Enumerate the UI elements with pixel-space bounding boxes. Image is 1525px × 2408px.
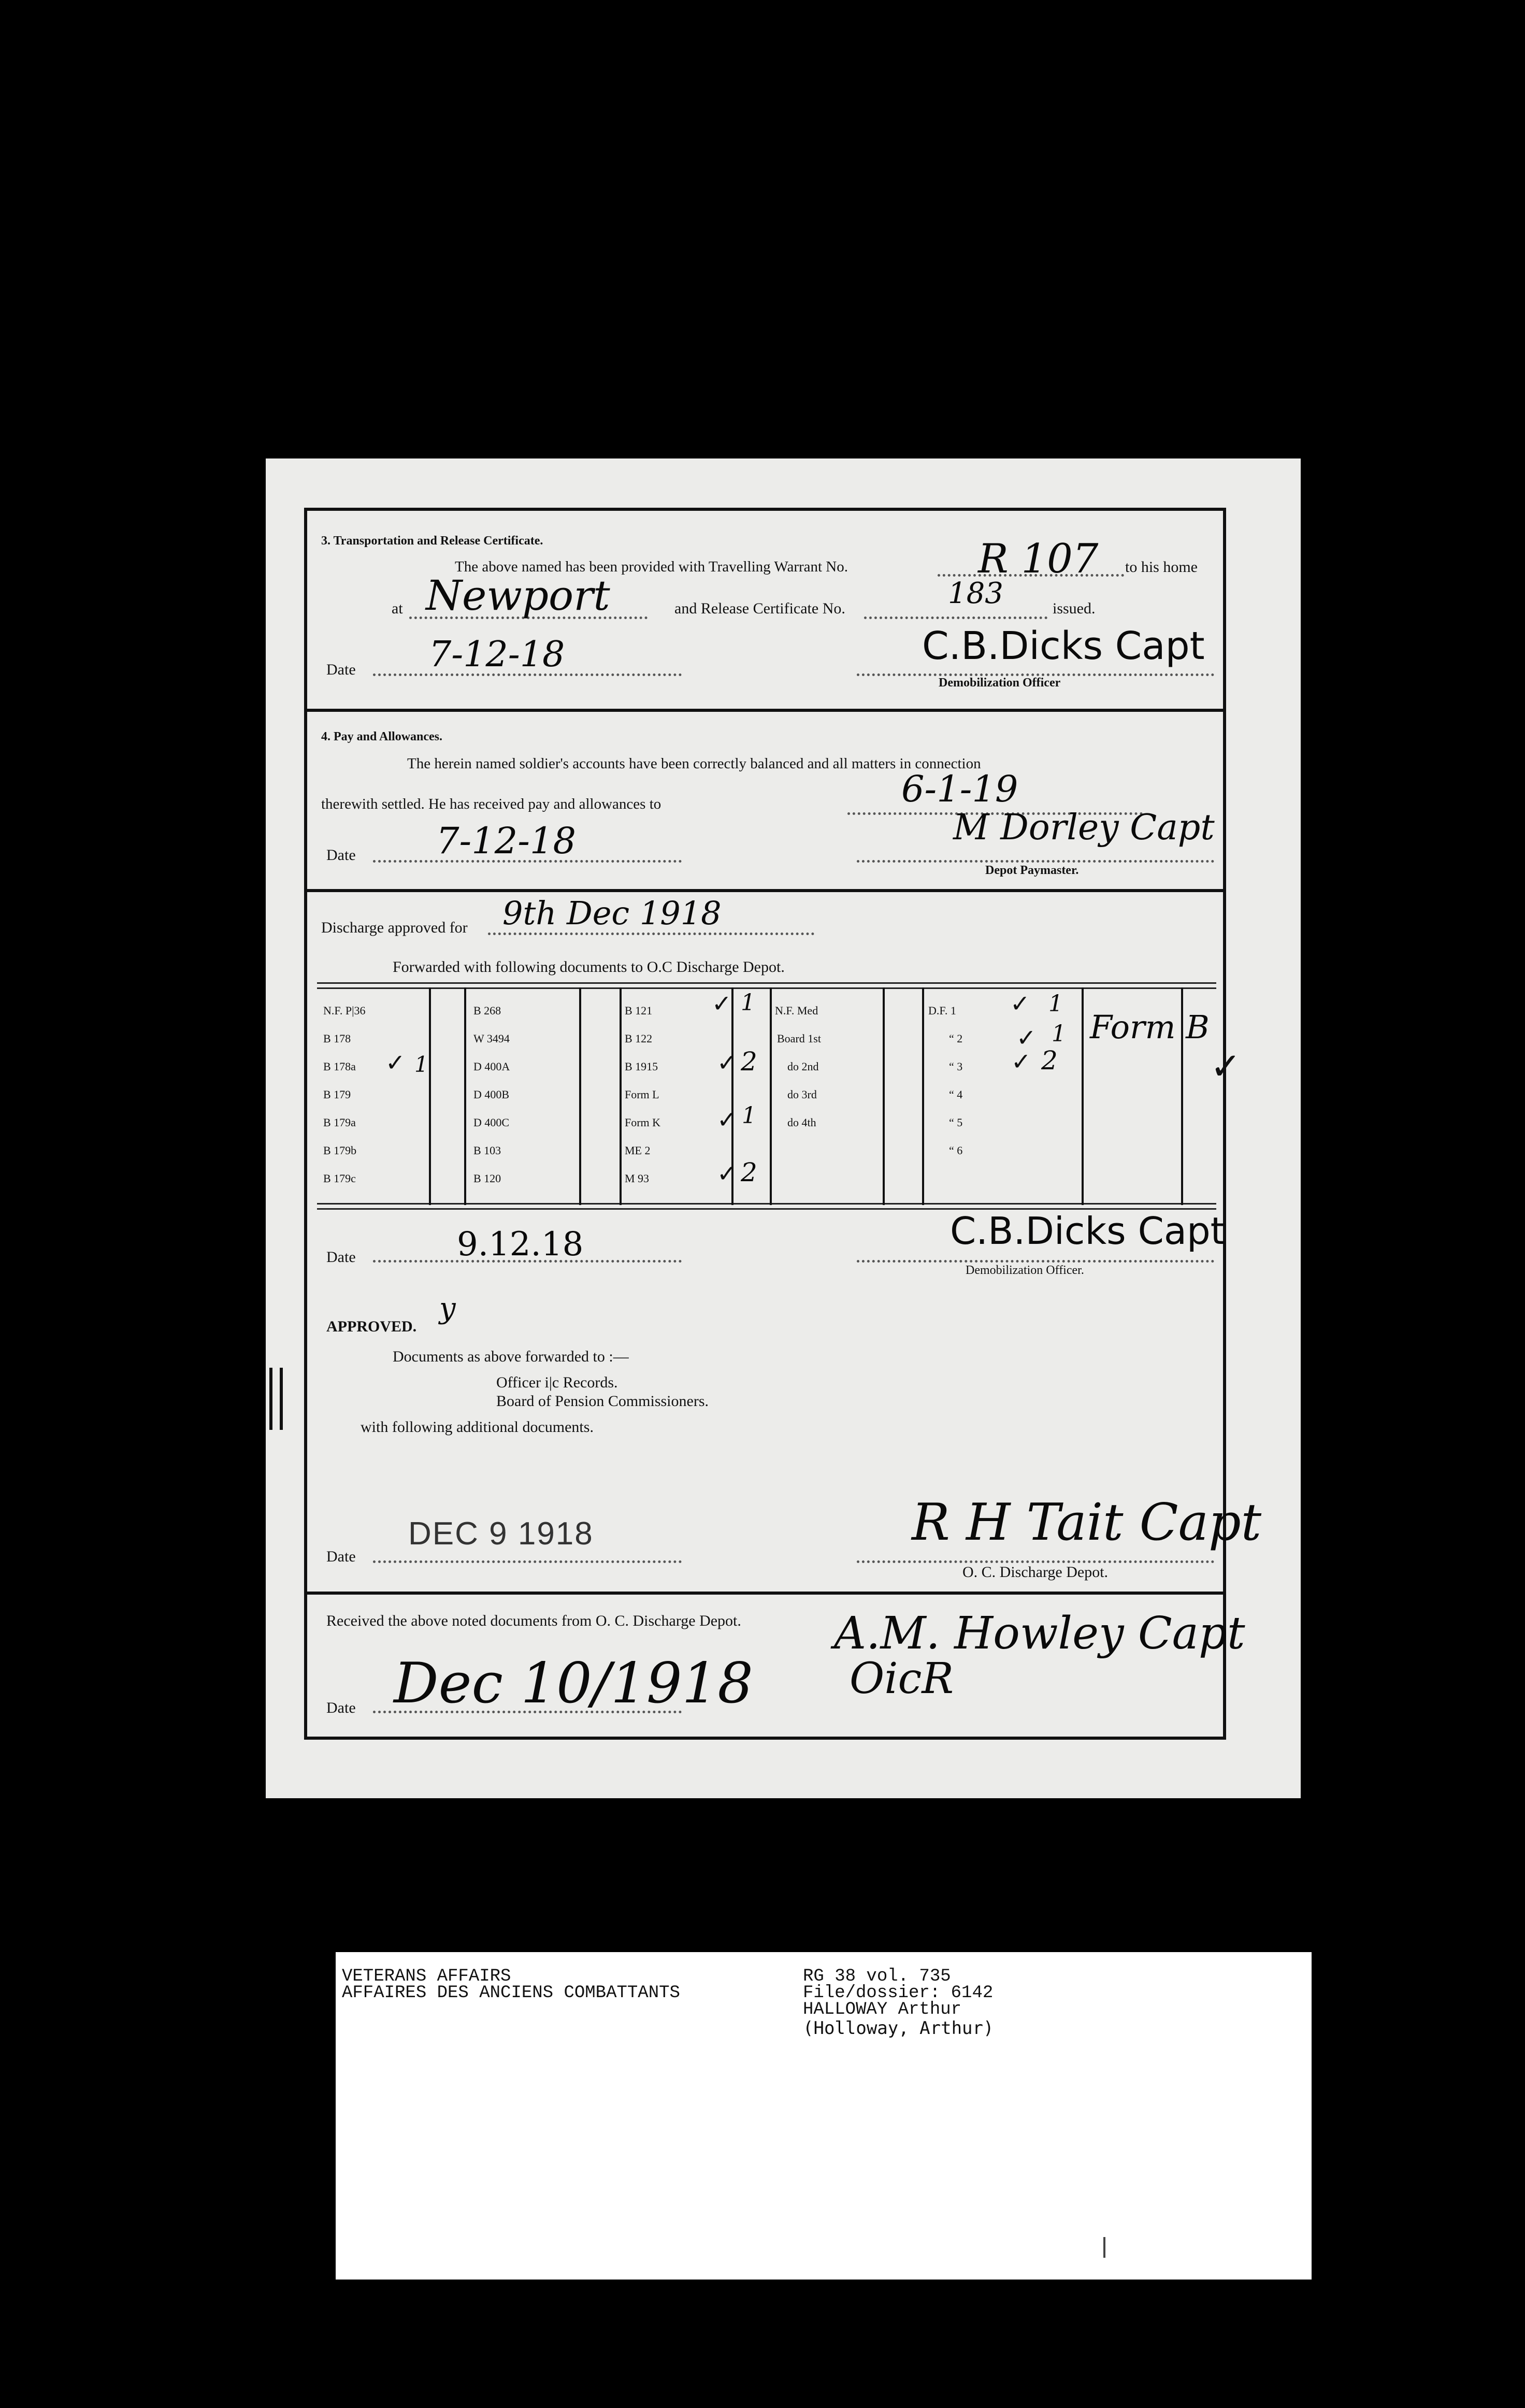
oc-sign-dots <box>857 1560 1214 1563</box>
section3-date: 7-12-18 <box>429 634 565 675</box>
table-col-rule <box>770 987 772 1205</box>
check-mark-icon: ✓ <box>717 1049 737 1077</box>
archive-name-alt: (Holloway, Arthur) <box>803 2018 994 2039</box>
form-border <box>304 508 1226 1740</box>
check-mark-icon: ✓ <box>712 990 732 1017</box>
table-cell: B 179a <box>323 1116 356 1129</box>
section3-heading: 3. Transportation and Release Certificate. <box>321 534 543 548</box>
issued-label: issued. <box>1053 600 1096 617</box>
hand-entry: 1 <box>414 1052 428 1077</box>
table-col-rule <box>579 987 581 1205</box>
archive-dept-fr: AFFAIRES DES ANCIENS COMBATTANTS <box>342 1983 680 2003</box>
table-cell: B 179 <box>323 1088 351 1101</box>
paymaster-signature: M Dorley Capt <box>953 807 1215 848</box>
demob-officer-caption: Demobilization Officer <box>939 676 1061 690</box>
table-cell: B 1915 <box>625 1060 658 1073</box>
label-mark <box>1103 2237 1105 2258</box>
table-cell: “ 3 <box>949 1060 963 1073</box>
check-mark-icon: ✓ <box>1010 990 1030 1017</box>
warrant-text: The above named has been provided with Travelling Warrant No. <box>455 558 848 575</box>
forwarded-text: Forwarded with following documents to O.C Discharge Depot. <box>393 958 785 976</box>
section-divider <box>307 709 1224 712</box>
hand-entry: 1 <box>1048 991 1063 1017</box>
form-note: Form B <box>1090 1008 1210 1046</box>
table-cell: D.F. 1 <box>928 1004 956 1017</box>
section-divider <box>307 1592 1224 1595</box>
hand-entry: 1 <box>741 990 755 1016</box>
received-date-label: Date <box>326 1699 356 1716</box>
table-cell: Form L <box>625 1088 659 1101</box>
approved-mark: y <box>439 1292 456 1325</box>
received-date: Dec 10/1918 <box>394 1651 753 1716</box>
received-text: Received the above noted documents from O. C. Discharge Depot. <box>326 1612 741 1629</box>
demob-date: 9.12.18 <box>457 1225 584 1264</box>
date-stamp: DEC 9 1918 <box>408 1516 594 1552</box>
table-cell: B 122 <box>625 1032 653 1045</box>
check-mark-icon: ✓ <box>1016 1024 1037 1052</box>
demob-date-label: Date <box>326 1249 356 1266</box>
hand-entry: 1 <box>742 1102 756 1129</box>
demob-caption: Demobilization Officer. <box>966 1264 1084 1277</box>
pay-line1: The herein named soldier's accounts have been correctly balanced and all matters in connection <box>407 755 981 772</box>
table-cell: N.F. Med <box>775 1004 818 1017</box>
discharge-approved-date: 9th Dec 1918 <box>502 894 722 932</box>
hand-entry: 2 <box>741 1047 757 1077</box>
hand-entry: 1 <box>1052 1021 1066 1047</box>
table-cell: “ 5 <box>949 1116 963 1129</box>
table-cell: ME 2 <box>625 1144 651 1157</box>
table-col-rule <box>1082 987 1084 1205</box>
table-cell: D 400C <box>473 1116 510 1129</box>
approved-date-label: Date <box>326 1548 356 1565</box>
table-cell: B 268 <box>473 1004 501 1017</box>
section4-heading: 4. Pay and Allowances. <box>321 730 443 743</box>
check-mark-icon: ✓ <box>1011 1048 1031 1076</box>
docs-forwarded-text: Documents as above forwarded to :— <box>393 1348 629 1365</box>
archive-file-number: File/dossier: 6142 <box>803 1983 994 2003</box>
approved-date-dots <box>373 1560 682 1563</box>
section3-date-label: Date <box>326 661 356 678</box>
demob-signature: C.B.Dicks Capt <box>950 1209 1225 1253</box>
section-divider <box>307 889 1224 892</box>
archive-reference: RG 38 vol. 735 <box>803 1967 951 1986</box>
table-cell: M 93 <box>625 1172 650 1185</box>
table-col-rule <box>620 987 622 1205</box>
table-cell: W 3494 <box>473 1032 510 1045</box>
table-cell: B 178a <box>323 1060 356 1073</box>
recipient-records: Officer i|c Records. <box>496 1374 618 1391</box>
table-col-rule <box>464 987 466 1205</box>
table-cell: D 400A <box>473 1060 510 1073</box>
release-dots <box>864 617 1047 619</box>
table-cell: N.F. P|36 <box>323 1004 366 1017</box>
check-mark-icon: ✓ <box>385 1049 406 1077</box>
hand-entry: 2 <box>741 1157 757 1187</box>
table-cell: Board 1st <box>777 1032 821 1045</box>
received-signature-title: OicR <box>850 1654 954 1703</box>
discharge-approved-label: Discharge approved for <box>321 919 468 936</box>
recipient-pension-board: Board of Pension Commissioners. <box>496 1393 709 1410</box>
warrant-line-end: to his home <box>1125 558 1198 576</box>
discharge-dots <box>488 933 814 935</box>
check-mark-icon: ✓ <box>1210 1044 1242 1088</box>
table-cell: do 2nd <box>787 1060 819 1073</box>
table-cell: D 400B <box>473 1088 510 1101</box>
additional-docs-text: with following additional documents. <box>361 1418 594 1436</box>
received-signature: A.M. Howley Capt <box>834 1608 1245 1659</box>
oc-signature: R H Tait Capt <box>912 1493 1262 1552</box>
table-cell: B 178 <box>323 1032 351 1045</box>
home-town: Newport <box>426 571 610 620</box>
binding-mark <box>280 1368 283 1430</box>
archive-dept-en: VETERANS AFFAIRS <box>342 1967 511 1986</box>
release-text: and Release Certificate No. <box>674 600 845 617</box>
check-mark-icon: ✓ <box>717 1106 737 1134</box>
check-mark-icon: ✓ <box>717 1159 737 1187</box>
hand-entry: 2 <box>1041 1045 1058 1076</box>
table-cell: B 120 <box>473 1172 501 1185</box>
release-number: 183 <box>948 577 1003 610</box>
section3-signature: C.B.Dicks Capt <box>922 624 1205 668</box>
table-cell: B 179c <box>323 1172 356 1185</box>
table-cell: Form K <box>625 1116 661 1129</box>
warrant-number: R 107 <box>978 536 1099 582</box>
demob-sign-dots <box>857 1260 1214 1263</box>
paymaster-caption: Depot Paymaster. <box>985 864 1079 877</box>
table-cell: do 3rd <box>787 1088 817 1101</box>
approved-label: APPROVED. <box>326 1318 417 1335</box>
table-cell: B 179b <box>323 1144 357 1157</box>
oc-caption: O. C. Discharge Depot. <box>962 1564 1109 1581</box>
table-cell: B 103 <box>473 1144 501 1157</box>
table-top-rule <box>317 982 1216 984</box>
archive-name: HALLOWAY Arthur <box>803 2000 962 2019</box>
table-cell: “ 2 <box>949 1032 963 1045</box>
table-col-rule <box>883 987 885 1205</box>
section4-date-label: Date <box>326 847 356 864</box>
paid-to-date: 6-1-19 <box>901 768 1018 810</box>
at-label: at <box>392 600 403 617</box>
paymaster-dots <box>857 860 1214 863</box>
table-cell: B 121 <box>625 1004 653 1017</box>
table-cell: “ 6 <box>949 1144 963 1157</box>
table-col-rule <box>429 987 431 1205</box>
binding-mark <box>269 1368 272 1430</box>
table-cell: “ 4 <box>949 1088 963 1101</box>
table-col-rule <box>922 987 924 1205</box>
section4-date: 7-12-18 <box>436 820 576 862</box>
table-cell: do 4th <box>787 1116 816 1129</box>
pay-line2: therewith settled. He has received pay and allowances to <box>321 796 661 812</box>
